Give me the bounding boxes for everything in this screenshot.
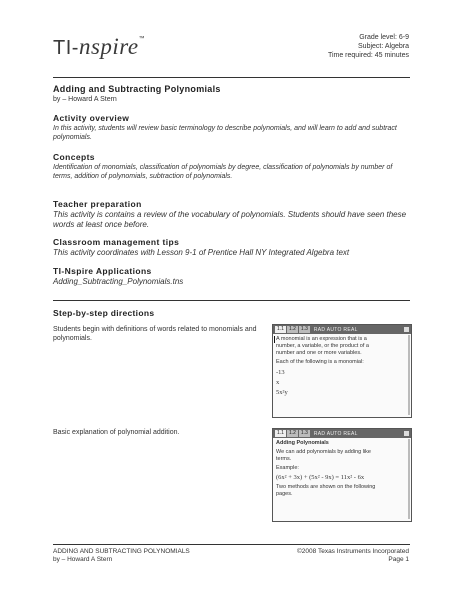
screen-line: terms.	[276, 456, 292, 462]
footer-copyright: ©2008 Texas Instruments Incorporated	[297, 548, 409, 555]
handheld-screenshot-1	[272, 324, 412, 418]
step-1-text: Students begin with definitions of words related to monomials and polynomials.	[53, 326, 257, 342]
activity-meta	[328, 33, 409, 60]
grade-level: Grade level: 6-9	[359, 34, 409, 41]
classroom-tips-section	[53, 237, 413, 258]
footer-title: ADDING AND SUBTRACTING POLYNOMIALS	[53, 548, 190, 555]
screen-toolbar	[273, 325, 411, 334]
section-heading: Classroom management tips	[53, 237, 180, 247]
text-cursor	[274, 336, 275, 343]
calc-mode: RAD AUTO REAL	[313, 326, 358, 333]
footer-divider	[53, 544, 410, 545]
doc-title: Adding and Subtracting Polynomials	[53, 84, 221, 94]
screen-line: A monomial is an expression that is a	[276, 336, 367, 342]
section-heading: Teacher preparation	[53, 199, 142, 209]
page-tab: 1.1	[277, 326, 284, 332]
step-2-text: Basic explanation of polynomial addition.	[53, 429, 180, 436]
footer-left	[53, 548, 190, 564]
screen-line: Each of the following is a monomial:	[276, 359, 364, 365]
tns-file-name: Adding_Subtracting_Polynomials.tns	[53, 277, 184, 286]
logo-prefix: TI-	[53, 37, 79, 59]
section-divider	[53, 300, 410, 301]
screen-scrollbar	[408, 335, 410, 415]
concepts-section	[53, 152, 413, 181]
section-text: This activity is contains a review of the vocabulary of polynomials. Students should have seen these words at least once before.	[53, 210, 407, 229]
screen-line: 5x²y	[276, 389, 288, 396]
screen-toolbar	[273, 429, 411, 438]
applications-section	[53, 266, 413, 287]
handheld-screenshot-2	[272, 428, 412, 522]
steps-heading: Step-by-step directions	[53, 308, 155, 318]
screen-line: number, a variable, or the product of a	[276, 343, 369, 349]
screen-line: -13	[276, 369, 285, 376]
screen-line: pages.	[276, 491, 293, 497]
header-divider	[53, 77, 410, 78]
page-tab: 1.2	[288, 430, 296, 436]
screen-scrollbar	[408, 439, 410, 519]
page-number: Page 1	[388, 556, 409, 563]
screen-line: x	[276, 379, 280, 386]
battery-icon	[404, 327, 409, 332]
screen-line: number and one or more variables.	[276, 350, 362, 356]
page-tab: 1.1	[277, 430, 284, 436]
page-tab: 1.2	[288, 326, 296, 332]
subject: Subject: Algebra	[358, 43, 409, 50]
logo-main: nspire	[78, 34, 139, 59]
screen-body	[273, 334, 411, 398]
battery-icon	[404, 431, 409, 436]
calc-mode: RAD AUTO REAL	[313, 430, 358, 437]
screen-line: Two methods are shown on the following	[276, 484, 376, 490]
section-heading: TI-Nspire Applications	[53, 266, 152, 276]
section-text: This activity coordinates with Lesson 9-1 of Prentice Hall NY Integrated Algebra text	[53, 248, 350, 257]
section-heading: Concepts	[53, 152, 95, 162]
time-required: Time required: 45 minutes	[327, 52, 409, 59]
footer-right	[297, 548, 409, 564]
screen-line: (6x² + 3x) + (5x² - 9x) = 11x² - 6x	[276, 474, 365, 481]
ti-nspire-logo	[53, 34, 145, 60]
section-text: In this activity, students will review basic terminology to describe polynomials, and will learn to add and subtract polynomials.	[53, 125, 397, 141]
footer-author: by – Howard A Stern	[53, 556, 113, 563]
screen-heading: Adding Polynomials	[276, 440, 329, 446]
section-text: Identification of monomials, classification of polynomials by degree, classification of polynomials by number of terms, addition of polynomials, subtraction of polynomials.	[53, 164, 393, 180]
doc-author: by – Howard A Stern	[53, 96, 117, 103]
section-heading: Activity overview	[53, 113, 130, 123]
screen-body	[273, 438, 411, 500]
teacher-preparation-section	[53, 199, 413, 230]
page-tab: 1.3	[300, 326, 308, 332]
screen-line: Example:	[276, 465, 299, 471]
screen-line: We can add polynomials by adding like	[276, 449, 371, 455]
activity-overview-section	[53, 113, 413, 142]
logo-trademark: ™	[138, 36, 146, 42]
page-tab: 1.3	[300, 430, 308, 436]
